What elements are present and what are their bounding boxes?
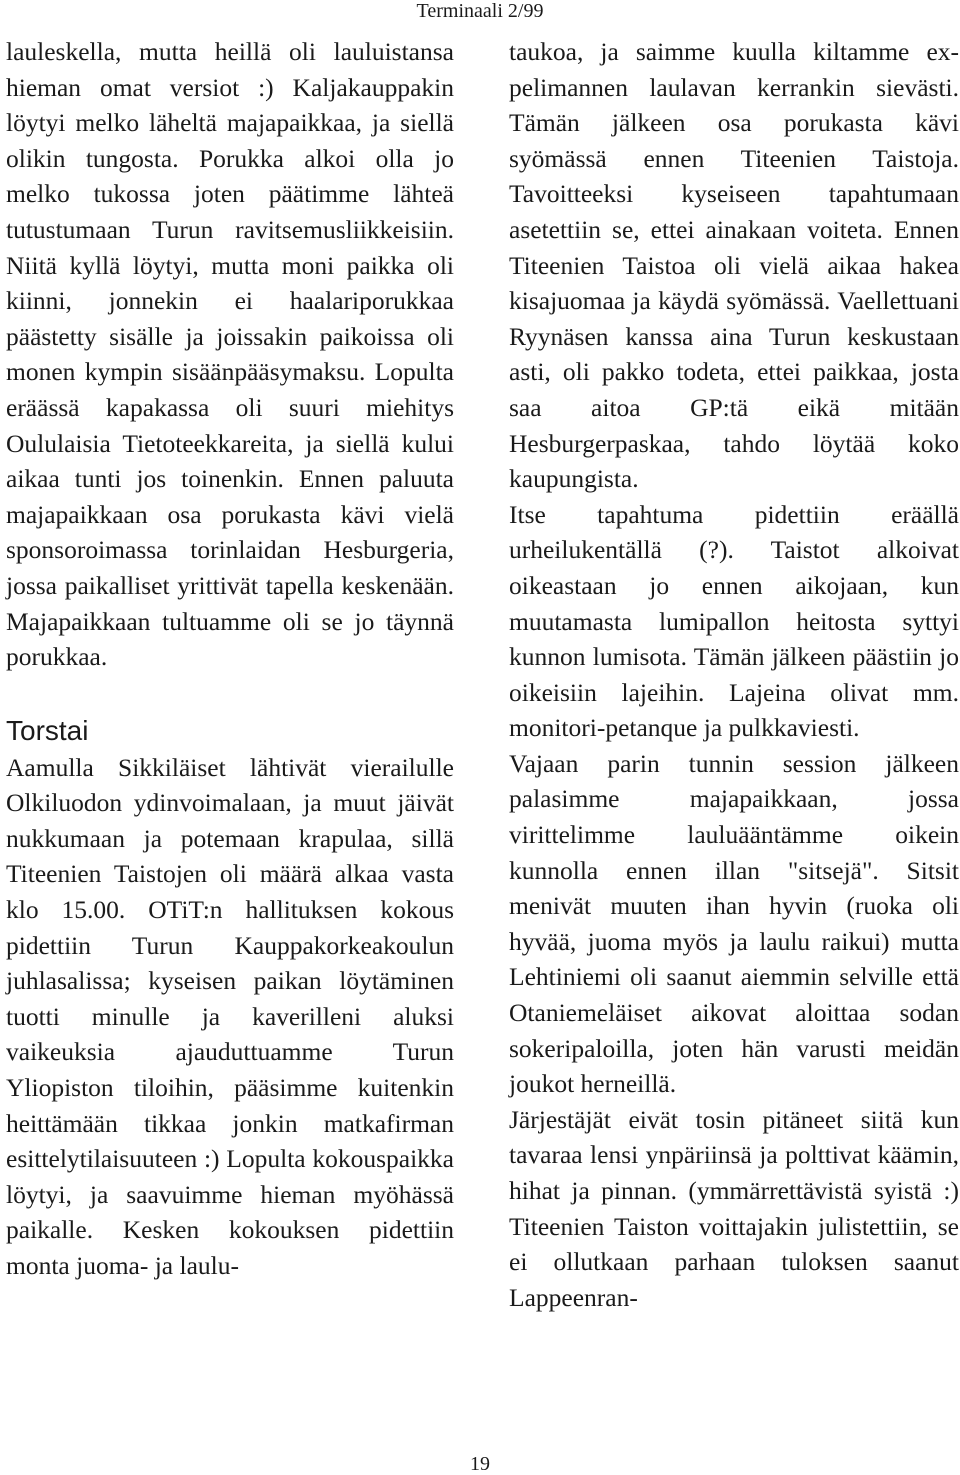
paragraph: Itse tapahtuma pidettiin eräällä urheilukentällä (?). Taistot alkoivat oikeastaan jo ennen aikojaan, kun muutamasta lumipallon heitosta syttyi kunnon lumisota. Tämän jälkeen päästiin jo oikeisiin lajeihin. Lajeina olivat mm. monitori-petanque ja pulkkaviesti. (509, 499, 959, 743)
page-number: 19 (470, 1453, 490, 1475)
paragraph: taukoa, ja saimme kuulla kiltamme ex-pelimannen laulavan kerrankin sievästi. Tämän jälkeen osa porukasta kävi syömässä ennen Titeenien Taistoja. Tavoitteeksi kyseiseen tapahtumaan asetettiin se, ettei ainakaan voiteta. Ennen Titeenien Taistoa oli vielä aikaa hakea kisajuomaa ja käydä syömässä. Vaellettuani Ryynäsen kanssa aina Turun keskustaan asti, oli pakko todeta, ettei paikkaa, josta saa aitoa GP:tä eikä mitään Hesburgerpaskaa, tahdo löytää koko kaupungista. (509, 37, 959, 494)
running-header: Terminaali 2/99 (416, 0, 544, 22)
paragraph: Vajaan parin tunnin session jälkeen palasimme majapaikkaan, jossa virittelimme lauluääntämme oikein kunnolla ennen illan "sitsejä". Sitsit menivät muuten ihan hyvin (ruoka oli hyvää, juoma myös ja laulu raikui) mutta Lehtiniemi oli saanut aiemmin selville että Otaniemeläiset aikovat aloittaa sodan sokeripaloilla, joten hän varusti meidän joukot herneillä. (509, 748, 959, 1099)
paragraph: Järjestäjät eivät tosin pitäneet siitä kun tavaraa lensi ynpäriinsä ja polttivat käämin, hihat ja pinnan. (ymmärrettävistä syistä :) Titeenien Taiston voittajakin julistettiin, se ei ollutkaan parhaan tuloksen saanut Lappeenran- (509, 1104, 959, 1312)
section-heading-torstai: Torstai (6, 714, 89, 746)
paragraph: Aamulla Sikkiläiset lähtivät vierailulle Olkiluodon ydinvoimalaan, ja muut jäivät nukkumaan ja potemaan krapulaa, sillä Titeenien Taistojen oli määrä alkaa vasta klo 15.00. OTiT:n hallituksen kokous pidettiin Turun Kauppakorkeakoulun juhlasalissa; kyseisen paikan löytäminen tuotti minulle ja kaverilleni aluksi vaikeuksia ajauduttuamme Turun Yliopiston tiloihin, pääsimme kuitenkin heittämään tikkaa jonkin matkafirman esittelytilaisuuteen :) Lopulta kokouspaikka löytyi, ja saavuimme hieman myöhässä paikalle. Kesken kokouksen pidettiin monta juoma- ja laulu- (6, 752, 454, 1280)
paragraph: lauleskella, mutta heillä oli lauluistansa hieman omat versiot :) Kaljakauppakin löytyi melko läheltä majapaikkaa, ja siellä olikin tungosta. Porukka alkoi olla jo melko tukossa joten päätimme lähteä tutustumaan Turun ravitsemusliikkeisiin. Niitä kyllä löytyi, mutta moni paikka oli kiinni, jonnekin ei haalariporukkaa päästetty sisälle ja joissakin paikoissa oli monen kympin sisäänpääsymaksu. Lopulta eräässä kapakassa oli suuri miehitys Oululaisia Tietoteekkareita, ja siellä kului aikaa tunti jos toinenkin. Ennen paluuta majapaikkaan osa porukasta kävi vielä sponsoroimassa torinlaidan Hesburgeria, jossa paikalliset yrittivät tapella keskenään. Majapaikkaan tultuamme oli se jo täynnä porukkaa. (6, 37, 454, 672)
left-column (6, 34, 454, 1284)
right-column (509, 34, 959, 1315)
